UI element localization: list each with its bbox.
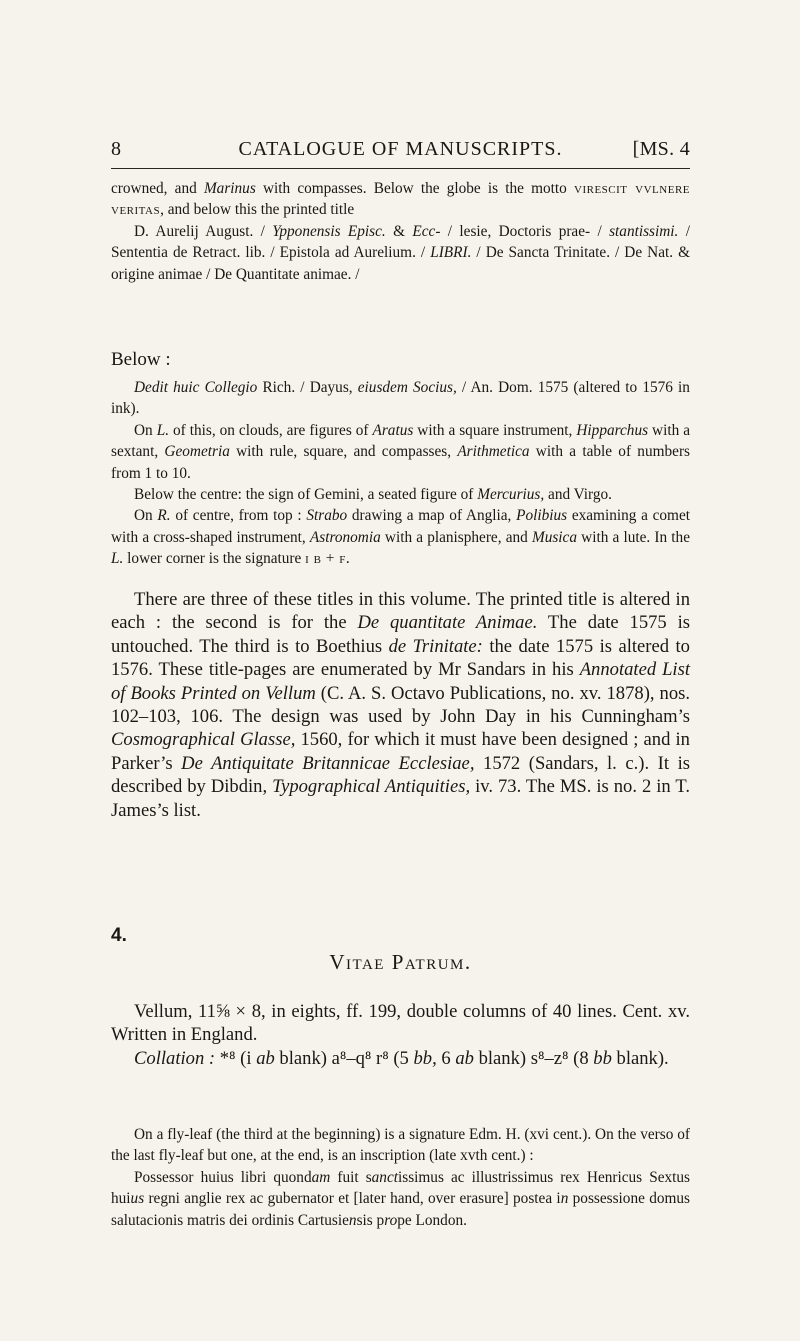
paragraph: crowned, and Marinus with compasses. Below the globe is the motto virescit vvlnere veritas, and below this the printed title (111, 180, 691, 219)
provenance (111, 1124, 690, 1231)
page-number: 8 (111, 138, 122, 160)
paragraph: There are three of these titles in this volume. The printed title is altered in each : the second is for the De quantitate Animae. The date 1575 is untouched. The third is to Boethius de Trinitate: the date 1575 is altered to 1576. These title-pages are enumerated by Mr Sandars in his Annotated List of Books Printed on Vellum (C. A. S. Octavo Publications, no. xv. 1878), nos. 102–103, 106. The design was used by John Day in his Cunningham’s Cosmographical Glasse, 1560, for which it must have been designed ; and in Parker’s De Antiquitate Britannicae Ecclesiae, 1572 (Sandars, l. c.). It is described by Dibdin, Typographical Antiquities, iv. 73. The MS. is no. 2 in T. James’s list. (111, 589, 690, 821)
collation: Collation : *⁸ (i ab blank) a⁸–q⁸ r⁸ (5 bb, 6 ab blank) s⁸–z⁸ (8 bb blank). (134, 1047, 669, 1069)
running-header (111, 138, 690, 166)
running-title: CATALOGUE OF MANUSCRIPTS. (238, 138, 563, 160)
manuscript-details (111, 1000, 690, 1070)
motto: virescit vvlnere veritas (111, 180, 691, 219)
header-rule (111, 168, 690, 169)
ms-reference: [MS. 4 (632, 138, 690, 160)
paragraph: On L. of this, on clouds, are figures of Aratus with a square instrument, Hipparchus with a sextant, Geometria with rule, square, and compasses, Arithmetica with a table of numbers from 1 to 10. (111, 421, 690, 482)
printed-title: D. Aurelij August. / Ypponensis Episc. & Ecc- / lesie, Doctoris prae- / stantissimi. / Sententia de Retract. lib. / Epistola ad Aurelium. / LIBRI. / De Sancta Trinitate. / De Nat. & origine animae / De Quantitate animae. / (111, 222, 690, 283)
title-description (111, 178, 690, 285)
paragraph: Below the centre: the sign of Gemini, a seated figure of Mercurius, and Virgo. (134, 486, 612, 504)
commentary (111, 588, 690, 822)
paragraph: On a fly-leaf (the third at the beginning) is a signature Edm. H. (xvi cent.). On the verso of the last fly-leaf but one, at the end, is an inscription (late xvth cent.) : (111, 1126, 690, 1165)
paragraph: Vellum, 11⅝ × 8, in eights, ff. 199, double columns of 40 lines. Cent. xv. Written in England. (111, 1001, 690, 1046)
below-heading: Below : (111, 349, 171, 370)
paragraph: On R. of centre, from top : Strabo drawing a map of Anglia, Polibius examining a comet with a cross-shaped instrument, Astronomia with a planisphere, and Musica with a lute. In the L. lower corner is the signature i b + f. (111, 507, 690, 568)
section-number: 4. (111, 925, 127, 946)
figure-description (111, 377, 690, 570)
paragraph: Dedit huic Collegio Rich. / Dayus, eiusdem Socius, / An. Dom. 1575 (altered to 1576 in ink). (111, 379, 690, 418)
section-title: Vitae Patrum. (329, 950, 472, 974)
inscription: Possessor huius libri quondam fuit sanctissimus ac illustrissimus rex Henricus Sextus huius regni anglie rex ac gubernator et [later hand, over erasure] postea in possessione domus salutacionis matris dei ordinis Cartusiensis prope London. (111, 1168, 690, 1229)
